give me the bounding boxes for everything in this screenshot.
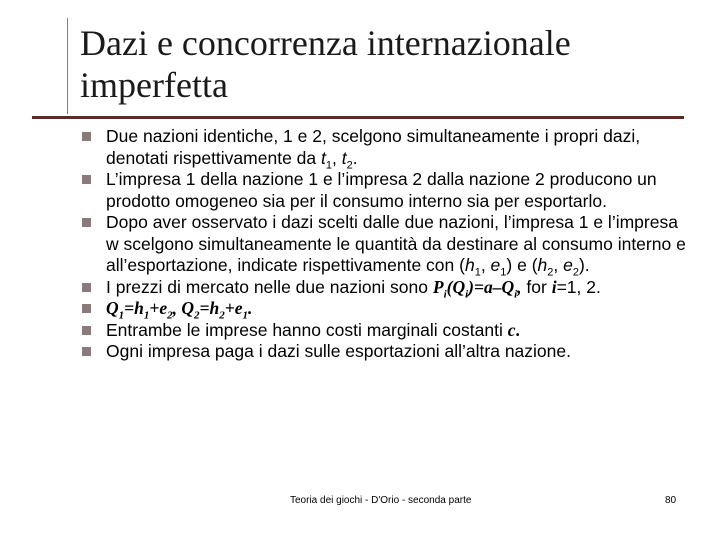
formula-sep: , [172,298,182,318]
slide-title: Dazi e concorrenza internazionale imperfetta [80,23,571,105]
formula-q: (Q [446,276,466,297]
sub-2: 2 [194,309,200,322]
slide-footer: Teoria dei giochi - D'Orio - seconda parte [290,495,472,506]
formula-e: +e [224,298,243,318]
formula-rhs: )=a–Q [468,276,515,297]
var-e: e [563,255,573,275]
var-e: e [490,255,501,275]
square-bullet-icon [82,218,91,227]
price-formula [432,276,522,300]
sub-2: 2 [167,309,173,322]
bullet-list [82,126,692,363]
page-number: 80 [665,495,677,506]
square-bullet-icon [82,175,91,184]
comma: , [480,255,491,275]
bullet-item-3 [82,212,692,277]
var-t: t [341,147,347,168]
formula-h: =h [124,298,144,318]
square-bullet-icon [82,326,91,335]
formula-end: . [247,298,253,318]
sub-1: 1 [118,309,125,322]
bullet-text: I prezzi di mercato nelle due nazioni sono [106,276,433,297]
sub-1: 1 [500,266,507,279]
sub-1: 1 [474,266,481,279]
formula-comma: , [517,276,522,297]
paren-and: ) e ( [506,255,538,275]
bullet-item-5 [82,298,692,320]
sub-2: 2 [572,266,579,279]
for-text: for [521,276,552,297]
square-bullet-icon [82,347,91,356]
bullet-item-4 [82,277,692,299]
sub-1: 1 [143,309,150,322]
bullet-item-6 [82,320,692,342]
comma: , [332,147,342,168]
quantity-formula [106,298,253,322]
var-h: h [464,255,475,275]
title-underline-rule [32,116,684,119]
var-h: h [537,255,548,275]
sub-2: 2 [346,159,353,171]
formula-e: +e [149,298,168,318]
period: . [515,319,520,340]
square-bullet-icon [82,283,91,292]
formula-q: Q [181,298,194,318]
bullet-text: Dopo aver osservato i dazi scelti dalle due nazioni, l’impresa 1 e l’impresa w scelgono simultaneamente le quantità da destinare al consumo interno e all’esportazione, indicate rispettivamente con ( [106,212,686,275]
sub-2: 2 [547,266,554,279]
period: . [352,147,358,168]
range-text: =1, 2. [556,276,601,297]
var-c: c [507,319,516,340]
formula-h: =h [199,298,220,318]
close-paren: ). [578,255,590,275]
bullet-text: Due nazioni identiche, 1 e 2, scelgono simultaneamente i propri dazi, denotati rispettivamente da [106,126,641,168]
bullet-text: L’impresa 1 della nazione 1 e l’impresa 2 dalla nazione 2 producono un prodotto omogeneo sia per il consumo interno sia per esportarlo. [106,169,657,211]
var-t: t [321,147,326,168]
sub-i: i [465,288,469,300]
title-vertical-rule [67,18,68,114]
bullet-item-2 [82,169,692,212]
var-i: i [551,276,557,297]
bullet-text: Ogni impresa paga i dazi sulle esportazioni all’altra nazione. [106,341,571,361]
sub-i: i [514,288,518,300]
bullet-item-1 [82,126,692,169]
comma: , [553,255,564,275]
formula-p: P [432,276,444,297]
bullet-item-7 [82,341,692,363]
sub-1: 1 [325,159,332,171]
formula-q: Q [106,298,119,318]
sub-1: 1 [242,309,248,322]
square-bullet-icon [82,304,91,313]
sub-i: i [443,288,447,300]
square-bullet-icon [82,132,91,141]
sub-2: 2 [219,309,225,322]
bullet-text: Entrambe le imprese hanno costi marginali costanti [106,319,508,340]
